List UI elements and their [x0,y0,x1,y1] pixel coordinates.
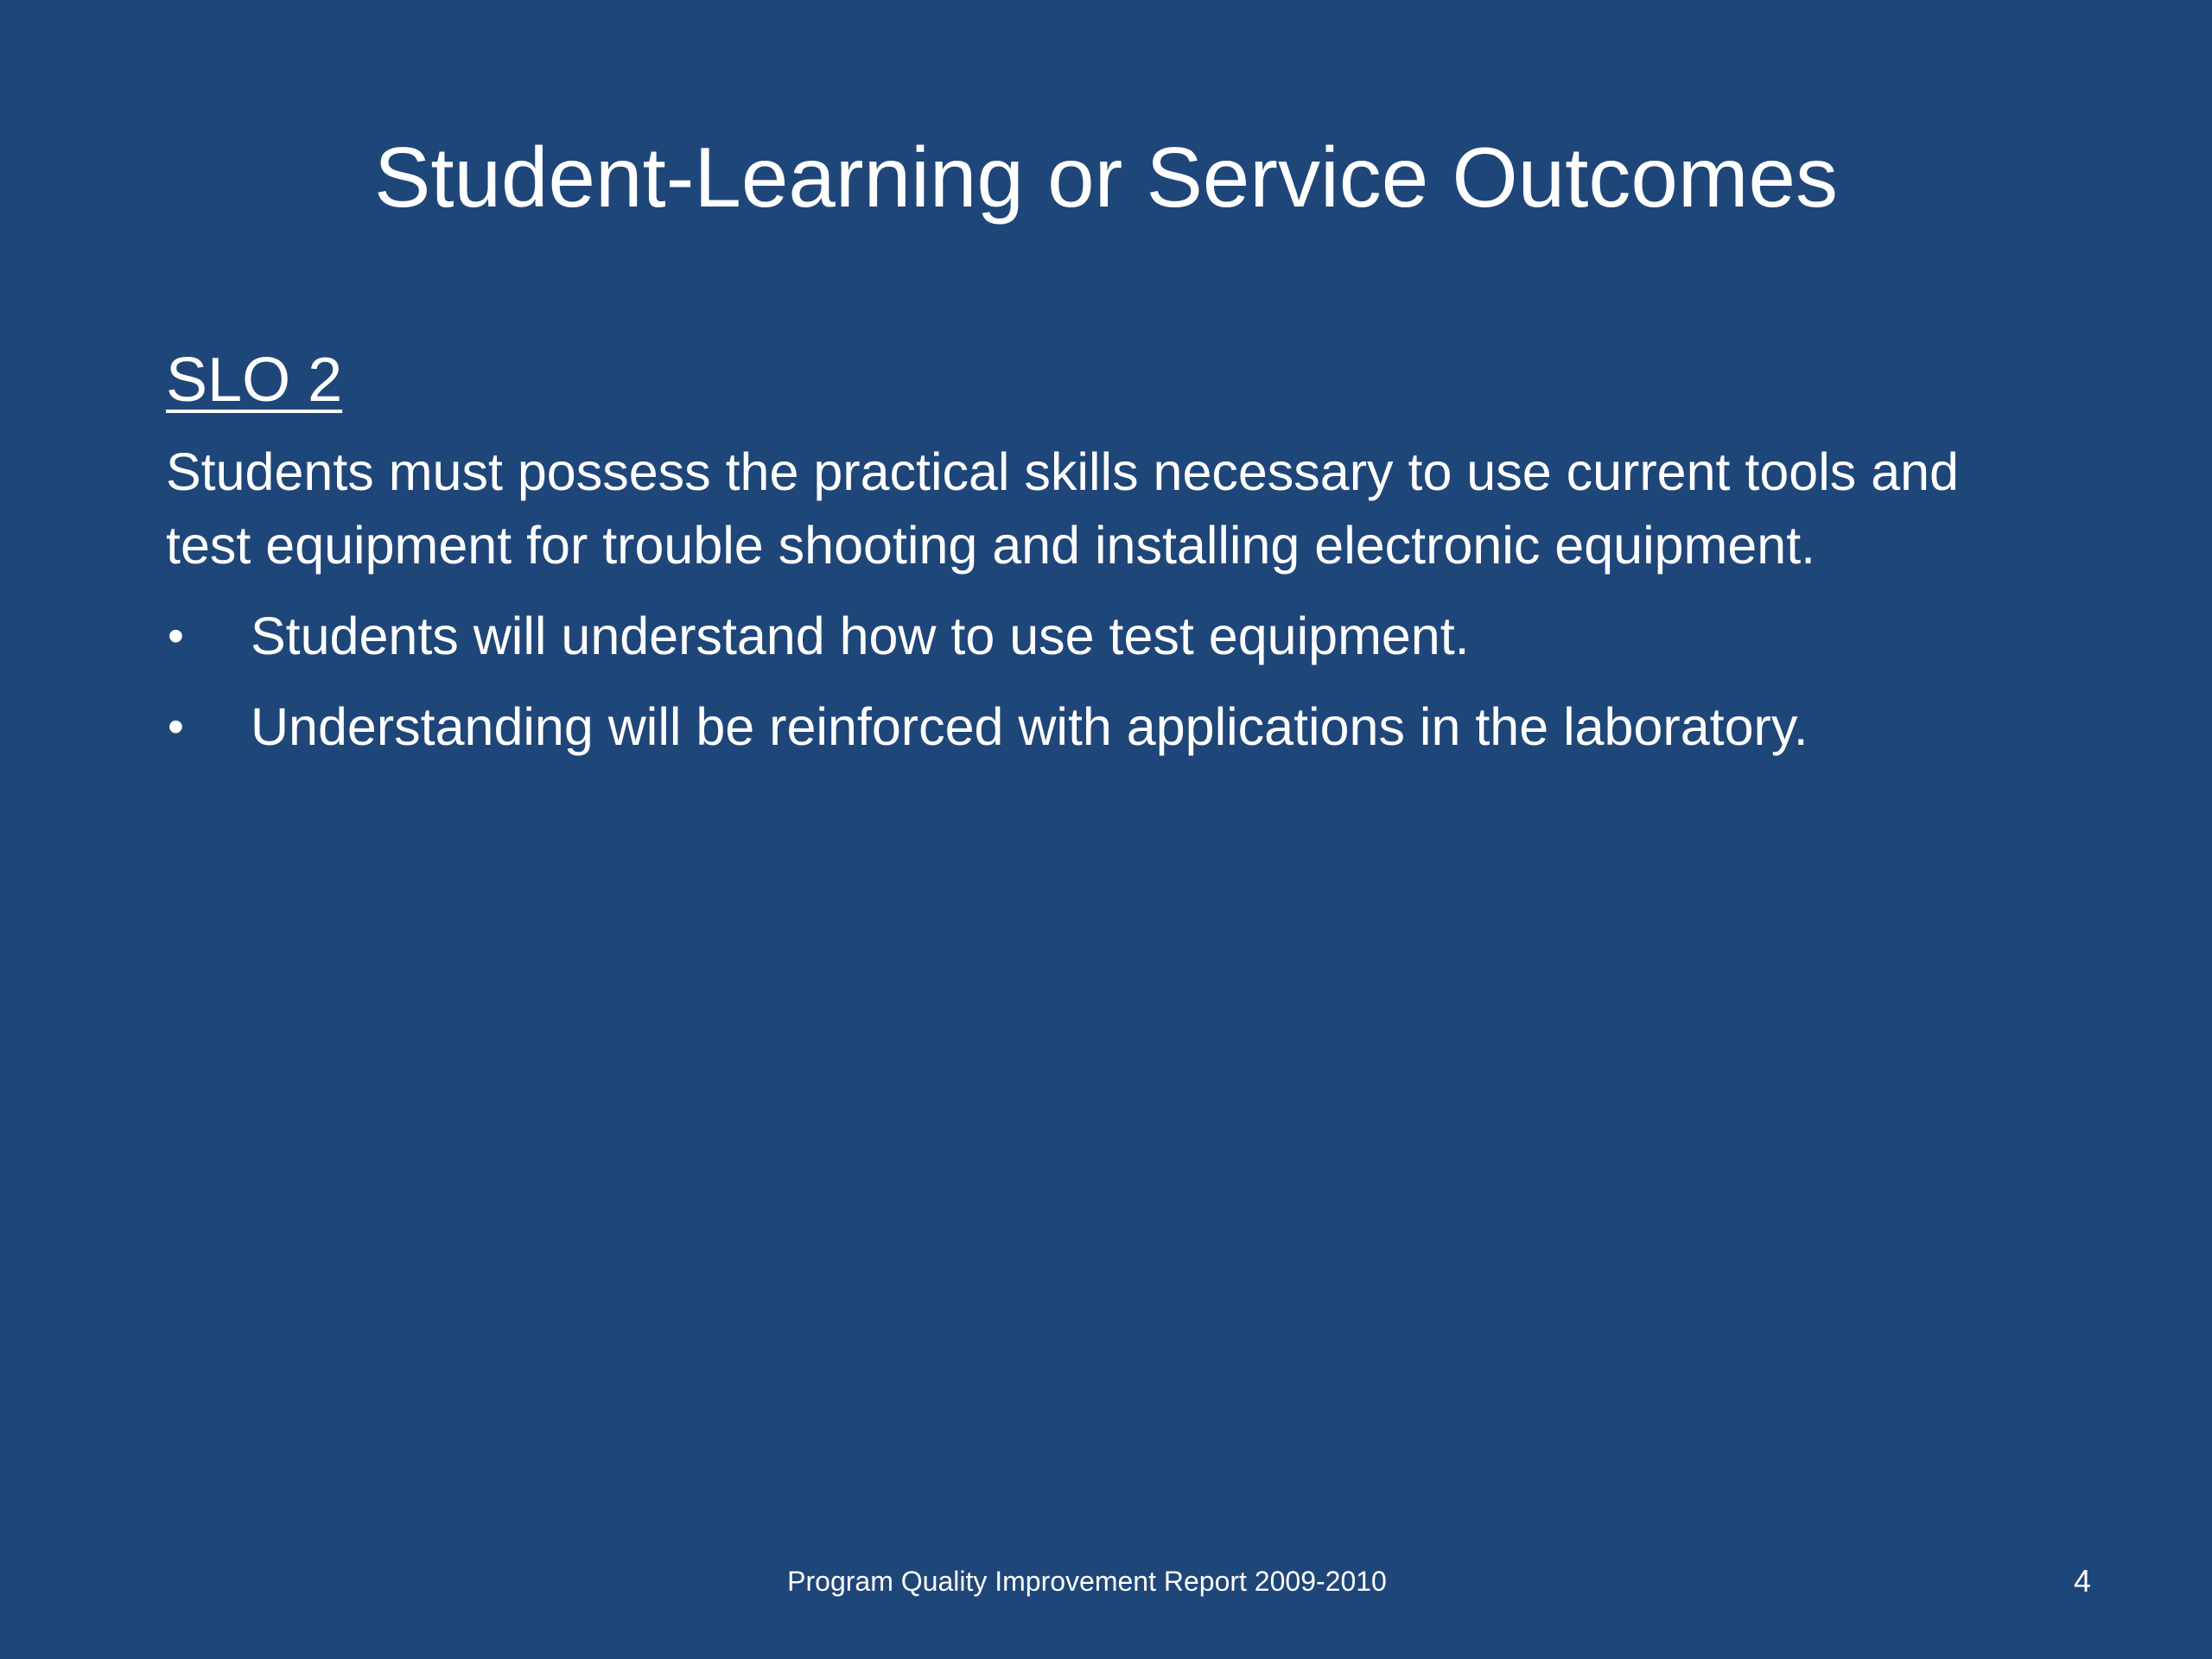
bullet-list [166,600,2006,764]
slo-description: Students must possess the practical skills necessary to use current tools and test equipment for trouble shooting and installing electronic equipment. [166,442,1959,575]
bullet-icon: • [168,701,184,753]
slide-title: Student-Learning or Service Outcomes [373,130,1839,225]
page-number: 4 [2073,1563,2091,1599]
footer-text: Program Quality Improvement Report 2009-2010 [787,1566,1387,1597]
slo-heading: SLO 2 [166,346,343,415]
bullet-icon: • [168,610,184,662]
bullet-text: Students will understand how to use test equipment. [251,607,1470,665]
bullet-item [166,600,2006,673]
bullet-item [166,690,2006,764]
slide-content [166,337,2006,764]
bullet-text: Understanding will be reinforced with applications in the laboratory. [251,697,1808,756]
